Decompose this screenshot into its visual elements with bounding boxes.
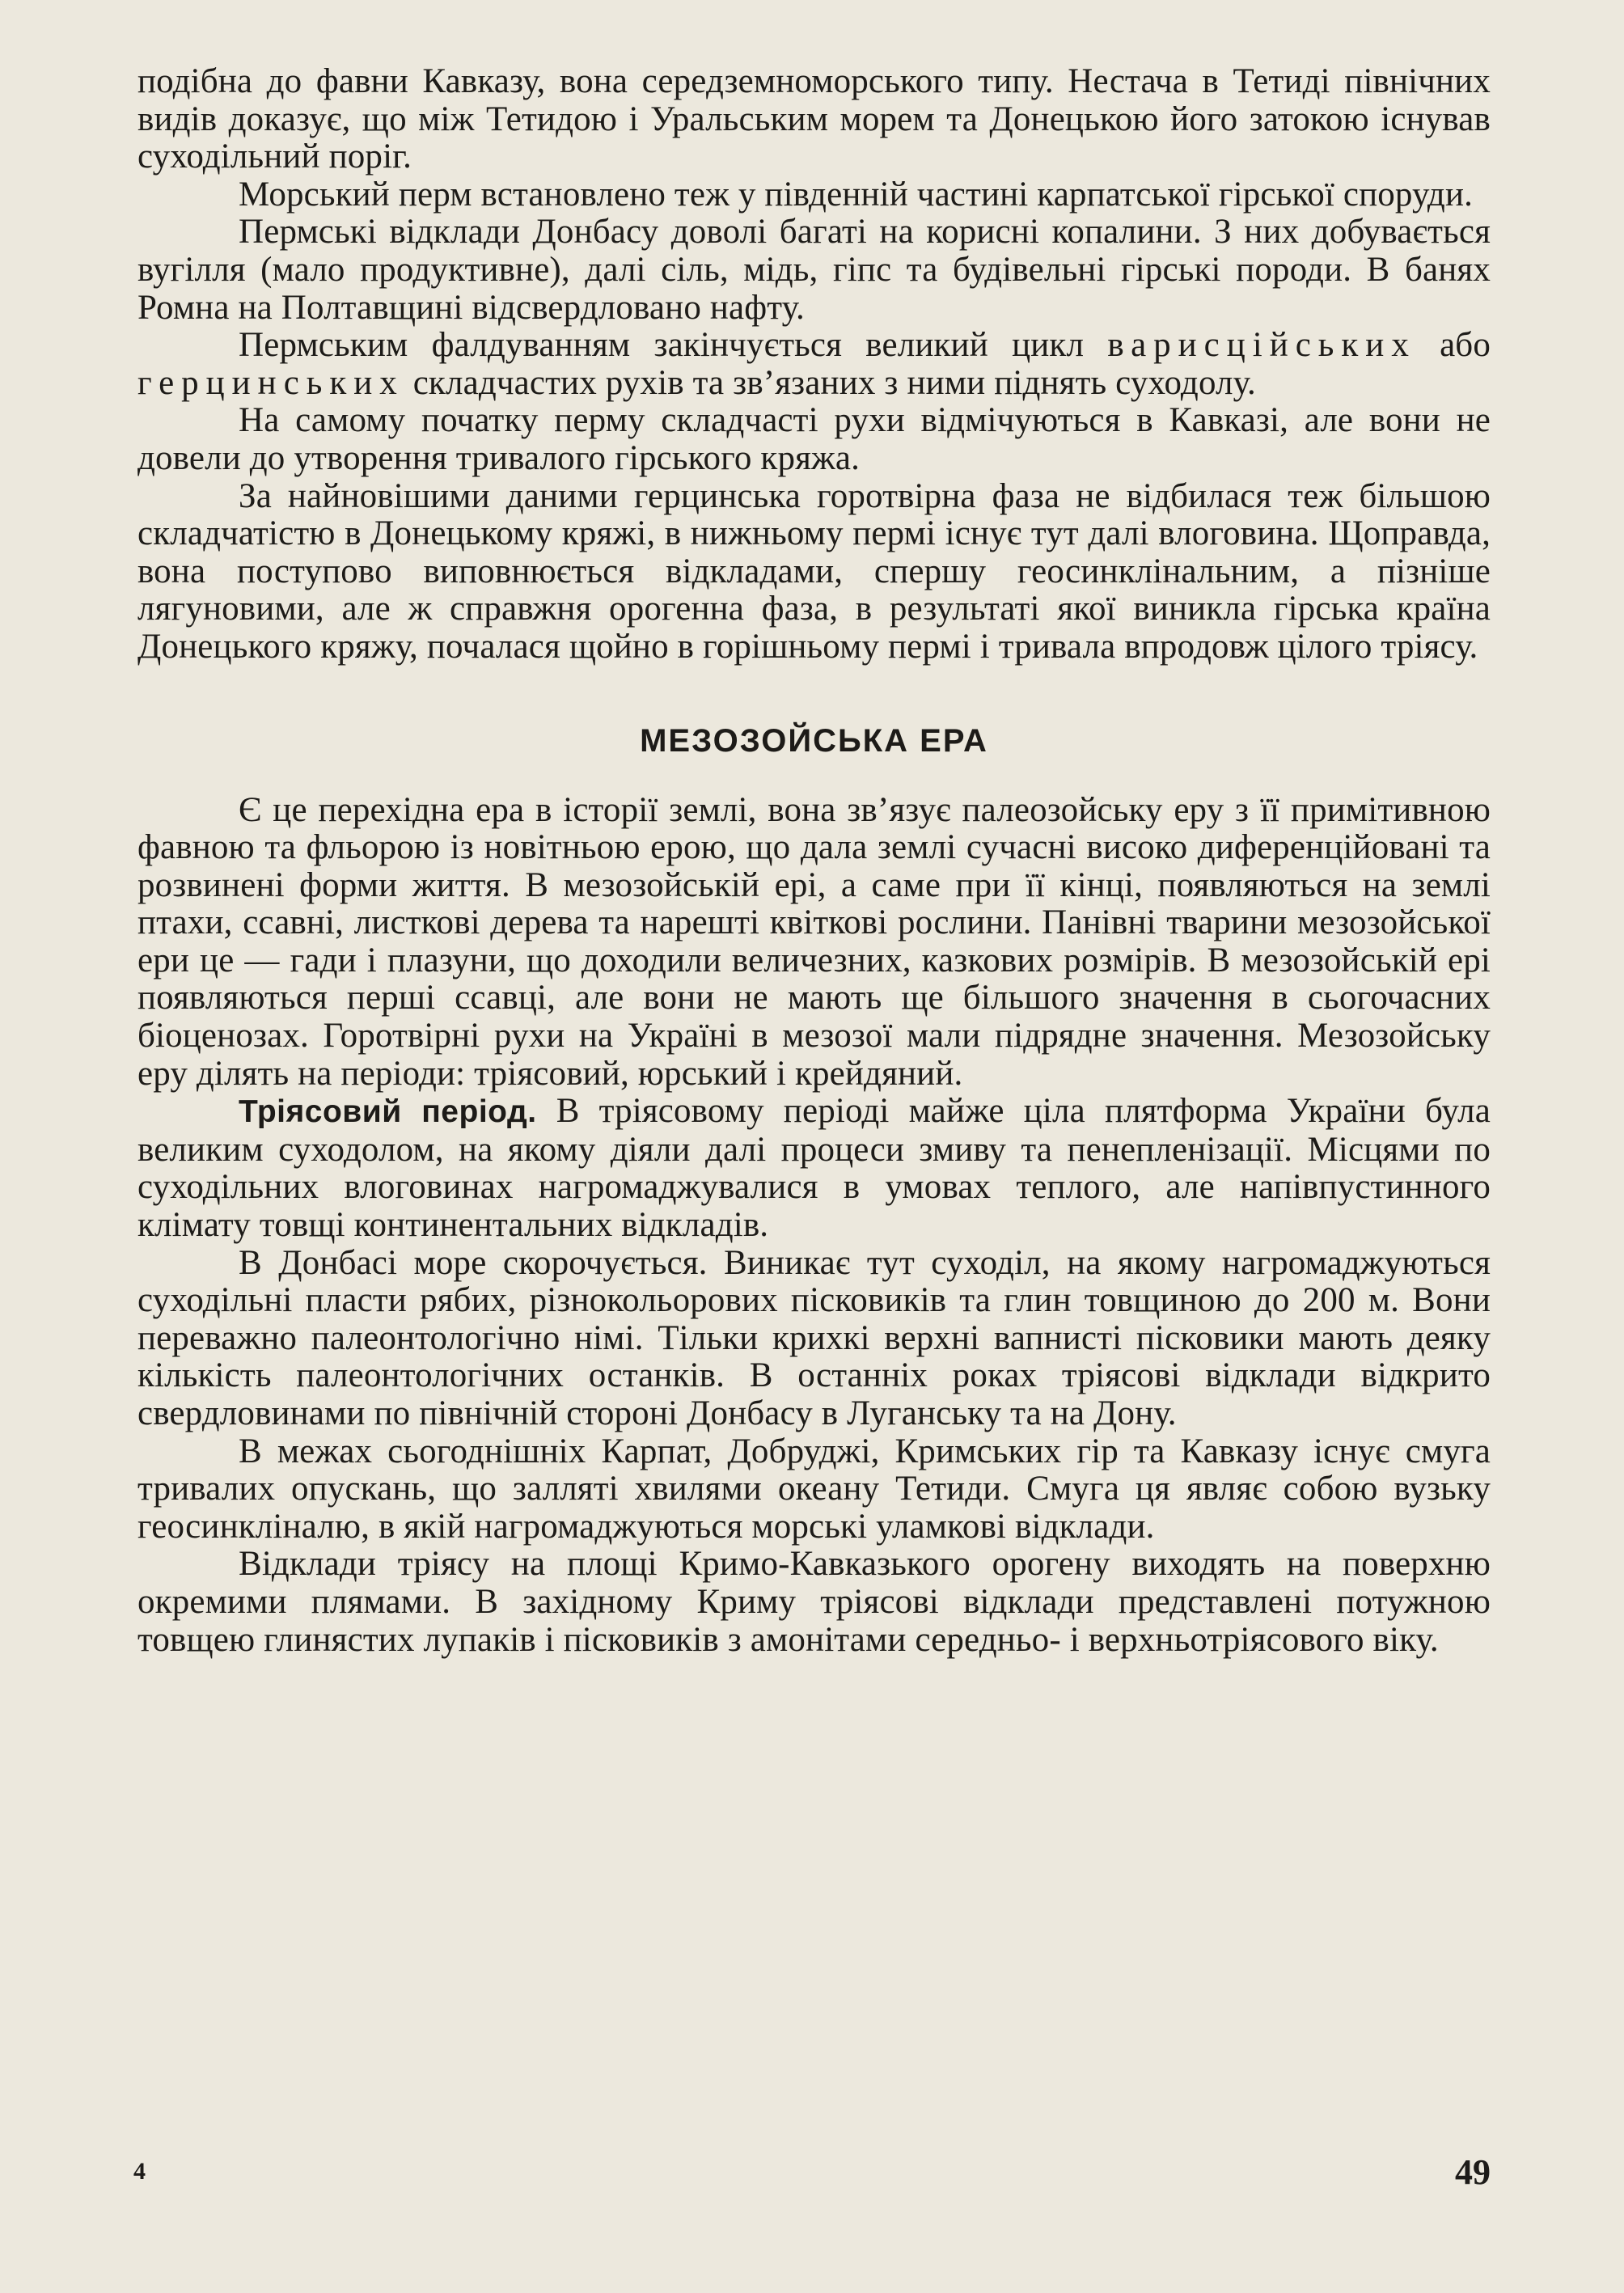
text-run: В тріясовому періоді майже ціла плятформа України була великим суходолом, на якому діяли далі процеси змиву та пенепленізації. Місцями по суходільних влоговинах нагромаджувалися в умовах теплого, але напівпустинного клімату товщі континентальних відкладів.: [137, 1092, 1491, 1245]
page-footer: [133, 2151, 1491, 2200]
text-run: Пермським фалдуванням закінчується великий цикл: [239, 326, 1108, 365]
paragraph-continuation: подібна до фавни Кавказу, вона середземноморського типу. Нестача в Тетиді північних видів доказує, що між Тетидою і Уральським морем та Донецькою його затокою існував суходільний поріг.: [137, 62, 1491, 176]
printer-signature-mark: 4: [133, 2158, 146, 2185]
body-text: [137, 63, 1491, 1659]
paragraph-caucasus-folding: На самому початку перму складчасті рухи відмічуються в Кавказі, але вони не довели до утворення тривалого гірського кряжа.: [137, 401, 1491, 477]
paragraph-carpathian-perm: Морський перм встановлено теж у південній частині карпатської гірської споруди.: [239, 175, 1474, 214]
run-in-heading: Тріясовий період.: [239, 1094, 537, 1130]
spaced-term-hercynian: герцинських: [137, 363, 404, 402]
paragraph-folding-cycle: [137, 327, 1491, 402]
paragraph-tethys-belt: В межах сьогоднішніх Карпат, Добруджі, Кримських гір та Кавказу існує смуга тривалих опускань, що залляті хвилями океану Тетиди. Смуга ця являє собою вузьку геосинкліналю, в якій нагромаджуються морські уламкові відклади.: [137, 1432, 1491, 1546]
paragraph-triassic: [137, 1093, 1491, 1244]
paragraph-crimea-triassic: Відклади тріясу на площі Кримо-Кавказького орогену виходять на поверхню окремими плямами. В західному Криму тріясові відклади представлені потужною товщею глинястих лупаків і пісковиків з амонітами середньо- і верхньотріясового віку.: [137, 1545, 1491, 1659]
text-run: або: [1415, 326, 1491, 365]
paragraph-hercynian-phase: За найновішими даними герцинська горотвірна фаза не відбилася теж більшою складчатістю в Донецькому кряжі, в нижньому пермі існує тут далі влоговина. Щоправда, вона поступово виповнюється відкладами, спершу геосинклінальним, а пізніше лягуновими, але ж справжня орогенна фаза, в результаті якої виникла гірська країна Донецького кряжу, почалася щойно в горішньому пермі і тривала впродовж цілого тріясу.: [137, 476, 1491, 666]
paragraph-mesozoic-intro: Є це перехідна ера в історії землі, вона зв’язує палеозойську еру з її примітивною фавною та фльорою із новітньою ерою, що дала землі сучасні високо диференційовані та розвинені форми життя. В мезозойській ері, а саме при її кінці, появляються на землі птахи, ссавні, листкові дерева та нарешті квіткові рослини. Панівні тварини мезозойської ери це — гади і плазуни, що доходили величезних, казкових розмірів. В мезозойській ері появляються перші ссавці, але вони не мають ще більшого значення в сьогочасних біоценозах. Горотвірні рухи на Україні в мезозої мали підрядне значення. Мезозойську еру ділять на періоди: тріясовий, юрський і крейдяний.: [137, 790, 1491, 1093]
text-run: складчастих рухів та зв’язаних з ними піднять суходолу.: [404, 363, 1256, 402]
paragraph-donbas-triassic: В Донбасі море скорочується. Виникає тут суходіл, на якому нагромаджуються суходільні пласти рябих, різнокольорових пісковиків та глин товщиною до 200 м. Вони переважно палеонтологічно німі. Тільки крихкі верхні вапнисті пісковики мають деяку кількість палеонтологічних останків. В останніх роках тріясові відклади відкрито свердловинами по північній стороні Донбасу в Луганську та на Дону.: [137, 1243, 1491, 1432]
paragraph-donbas-minerals: Пермські відклади Донбасу доволі багаті на корисні копалини. З них добувається вугілля (мало продуктивне), далі сіль, мідь, гіпс та будівельні гірські породи. В банях Ромна на Полтавщині відсвердловано нафту.: [137, 213, 1491, 327]
section-heading: МЕЗОЗОЙСЬКА ЕРА: [640, 722, 988, 759]
spaced-term-variscan: варисційських: [1107, 326, 1416, 365]
page-number: 49: [1455, 2152, 1491, 2192]
